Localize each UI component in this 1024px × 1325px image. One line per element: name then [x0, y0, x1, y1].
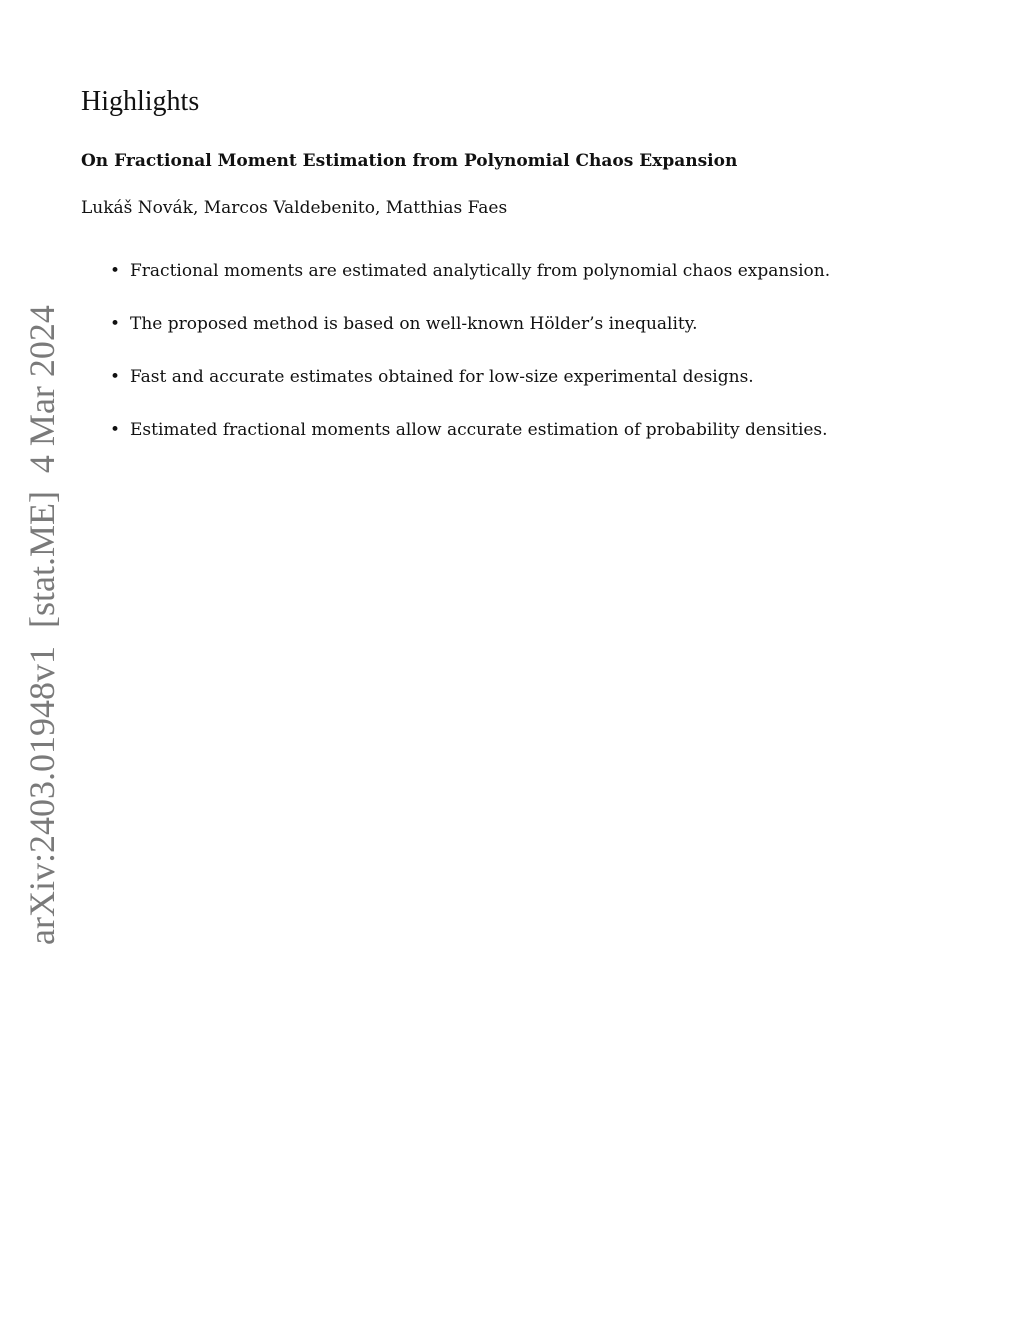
highlights-list: [108, 261, 988, 473]
highlight-item: [108, 420, 988, 473]
highlight-item: [108, 261, 988, 314]
bullet-icon: •: [110, 367, 121, 387]
arxiv-category: [stat.ME]: [22, 491, 62, 629]
highlight-item: [108, 314, 988, 367]
bullet-icon: •: [110, 420, 121, 440]
highlight-text: The proposed method is based on well-known Hölder’s inequality.: [130, 314, 698, 334]
highlight-item: [108, 367, 988, 420]
highlights-heading: Highlights: [81, 86, 200, 117]
bullet-icon: •: [110, 261, 121, 281]
arxiv-id: arXiv:2403.01948v1: [22, 646, 62, 945]
paper-authors: Lukáš Novák, Marcos Valdebenito, Matthias Faes: [81, 198, 508, 218]
arxiv-date: 4 Mar 2024: [22, 305, 62, 474]
highlight-text: Fractional moments are estimated analytically from polynomial chaos expansion.: [130, 261, 831, 281]
highlight-text: Fast and accurate estimates obtained for low-size experimental designs.: [130, 367, 754, 387]
bullet-icon: •: [110, 314, 121, 334]
paper-title: On Fractional Moment Estimation from Polynomial Chaos Expansion: [81, 151, 738, 171]
highlight-text: Estimated fractional moments allow accurate estimation of probability densities.: [130, 420, 828, 440]
arxiv-stamp: [22, 305, 62, 945]
